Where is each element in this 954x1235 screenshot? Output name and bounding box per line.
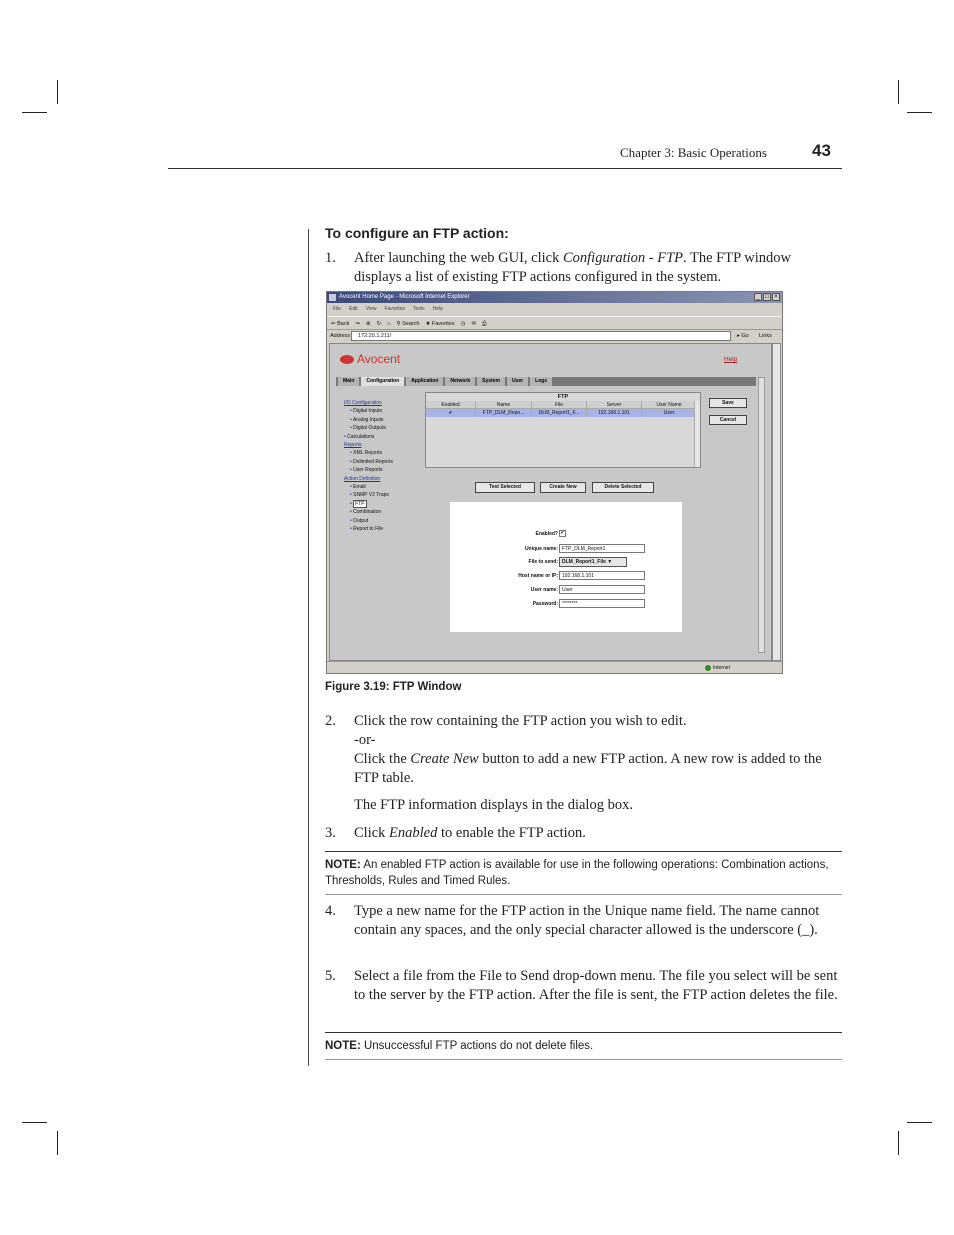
page-scrollbar[interactable] [772, 343, 781, 661]
logo-text: Avocent [357, 352, 401, 366]
window-controls [754, 293, 780, 301]
tab-logs[interactable]: Logs [530, 377, 552, 386]
figure-caption: Figure 3.19: FTP Window [325, 681, 462, 693]
margin-rule [308, 229, 309, 1066]
menu-tools[interactable]: Tools [413, 306, 425, 312]
ftp-table-title: FTP [557, 394, 569, 400]
tree-item-digital-inputs[interactable]: • Digital Inputs [344, 407, 393, 415]
browser-toolbar [327, 316, 782, 330]
file-to-send-select[interactable] [559, 557, 627, 567]
tree-item-ftp[interactable] [344, 500, 393, 508]
ftp-dialog [450, 502, 682, 632]
tree-item-delimited-reports[interactable]: • Delimited Reports [344, 458, 393, 466]
crop-mark [22, 1122, 47, 1123]
inner-scrollbar[interactable] [758, 377, 765, 653]
tree-item-analog-inputs[interactable]: • Analog Inputs [344, 416, 393, 424]
step-1 [325, 249, 842, 287]
tree-item-xml-reports[interactable]: • XML Reports [344, 449, 393, 457]
globe-icon [705, 665, 711, 671]
menu-file[interactable]: File [333, 306, 342, 312]
crop-mark [907, 112, 932, 113]
step-text-part: button to add a new FTP action. A new row is added to the FTP table. [354, 751, 822, 786]
note-label: NOTE: [325, 1040, 361, 1052]
note-1 [325, 851, 842, 895]
tree-action-definition[interactable]: Action Definition [344, 475, 381, 482]
avocent-logo-icon [340, 355, 354, 364]
step-emphasis: Enabled [389, 825, 438, 841]
address-label: Address [330, 333, 351, 339]
menu-view[interactable]: View [365, 306, 377, 312]
step-2 [325, 712, 842, 788]
chapter-title: Chapter 3: Basic Operations [620, 145, 767, 160]
host-label: Host name or IP: [518, 573, 558, 579]
col-server[interactable]: Server [587, 401, 642, 408]
page-number: 43 [812, 141, 831, 160]
search-button[interactable]: ⚲ Search [396, 321, 420, 327]
zone-label: Internet [713, 665, 730, 671]
history-icon[interactable]: ◷ [460, 321, 466, 327]
crop-mark [907, 1122, 932, 1123]
step-or: -or- [354, 732, 376, 748]
crop-mark [57, 80, 58, 104]
stop-icon[interactable]: ⊗ [365, 321, 371, 327]
unique-name-row [450, 544, 682, 554]
mail-icon[interactable]: ✉ [471, 321, 477, 327]
file-to-send-label: File to send: [528, 559, 558, 565]
back-label: Back [337, 321, 350, 327]
step-emphasis: Create New [410, 751, 479, 767]
avocent-logo [340, 352, 400, 366]
chevron-down-icon: ▼ [607, 559, 613, 565]
step-text-part: . The FTP window displays a list of existing FTP actions configured in the system. [354, 250, 791, 285]
step-text-part: Click the [354, 751, 411, 767]
tree-item-user-reports[interactable]: • User Reports [344, 466, 393, 474]
step-number: 5. [325, 968, 336, 984]
step-text [354, 824, 842, 843]
favorites-label: Favorites [432, 321, 455, 327]
crop-mark [22, 112, 47, 113]
user-name-label: User name: [530, 587, 558, 593]
step-text [354, 750, 842, 788]
file-to-send-value: DLM_Report1_File [562, 559, 606, 565]
menu-help[interactable]: Help [432, 306, 443, 312]
note-text: Unsuccessful FTP actions do not delete files. [360, 1040, 594, 1052]
close-icon[interactable]: × [772, 293, 780, 301]
tree-item-ftp-label: FTP [355, 500, 365, 507]
window-title: Avocent Home Page - Microsoft Internet Explorer [339, 294, 470, 300]
note-text: An enabled FTP action is available for use in the following operations: Combination actions, Thresholds, Rules and Timed Rules. [325, 859, 829, 887]
step-5 [325, 967, 842, 1005]
cell-server: 192.168.1.101 [587, 409, 642, 417]
test-selected-button[interactable]: Test Selected [475, 482, 535, 493]
back-button[interactable]: ⇐ Back [331, 321, 350, 327]
page-content [329, 343, 772, 661]
step-text-part: Click [354, 825, 390, 841]
tree-item-email[interactable]: • Email [344, 483, 393, 491]
status-bar [327, 661, 782, 673]
crop-mark [898, 1131, 899, 1155]
step-text-part: to enable the FTP action. [437, 825, 586, 841]
go-label: Go [741, 333, 749, 339]
tab-network[interactable]: Network [445, 377, 475, 386]
procedure-heading: To configure an FTP action: [325, 225, 509, 241]
tree-io-configuration[interactable]: I/O Configuration [344, 400, 382, 406]
unique-name-label: Unique name: [524, 546, 558, 552]
header-rule [168, 168, 842, 169]
tab-application[interactable]: Application [406, 377, 443, 386]
user-name-row [450, 585, 682, 595]
step-2-result: The FTP information displays in the dialog box. [354, 797, 633, 813]
create-new-button[interactable]: Create New [540, 482, 586, 493]
step-3 [325, 824, 842, 843]
cell-name: FTP_DLM_Repo... [476, 409, 532, 417]
security-zone [705, 662, 730, 674]
step-text [354, 249, 842, 287]
forward-icon[interactable]: ⇒ [355, 321, 360, 327]
enabled-checkbox[interactable]: ✔ [560, 530, 565, 536]
col-enabled[interactable]: Enabled [426, 401, 476, 408]
password-row [450, 599, 682, 609]
menu-edit[interactable]: Edit [349, 306, 358, 312]
tree-item-snmp-traps[interactable]: • SNMP V2 Traps [344, 491, 393, 499]
favorites-button[interactable]: ★ Favorites [425, 321, 455, 327]
tab-system[interactable]: System [477, 377, 505, 386]
tab-user[interactable]: User [507, 377, 528, 386]
address-bar [327, 330, 782, 342]
refresh-icon[interactable]: ↻ [376, 321, 382, 327]
password-label: Password: [532, 601, 558, 607]
address-input[interactable]: 172.20.1.211/ [351, 331, 731, 341]
tree-item-digital-outputs[interactable]: • Digital Outputs [344, 424, 393, 432]
host-row [450, 571, 682, 581]
step-number: 4. [325, 903, 336, 919]
step-text: Click the row containing the FTP action you wish to edit. [354, 713, 687, 729]
table-row[interactable] [426, 409, 700, 417]
enabled-label: Enabled? [535, 531, 558, 537]
links-button[interactable]: Links [759, 333, 772, 339]
ie-icon [329, 294, 336, 301]
window-titlebar [327, 292, 782, 303]
enabled-row [450, 529, 682, 539]
tree-item-report-to-file[interactable]: • Report to File [344, 525, 393, 533]
step-number: 3. [325, 825, 336, 841]
file-to-send-row [450, 557, 682, 567]
tree-item-calculations[interactable]: • Calculations [344, 433, 393, 441]
user-name-input[interactable]: User [559, 585, 645, 594]
home-icon[interactable]: ⌂ [387, 321, 391, 327]
tree-item-combination[interactable]: • Combination [344, 508, 393, 516]
cell-enabled: ✔ [426, 409, 476, 417]
step-text-part: After launching the web GUI, click [354, 250, 563, 266]
tab-configuration[interactable]: Configuration [361, 377, 404, 386]
ftp-window-screenshot [326, 291, 783, 674]
help-link[interactable]: Help [724, 356, 738, 363]
step-number: 2. [325, 713, 336, 729]
ftp-table [425, 392, 701, 468]
go-button[interactable]: ▸ Go [737, 333, 749, 339]
tree-item-output[interactable]: • Output [344, 517, 393, 525]
config-tree [344, 399, 393, 534]
crop-mark [898, 80, 899, 104]
crop-mark [57, 1131, 58, 1155]
col-file[interactable]: File [532, 401, 587, 408]
save-button[interactable]: Save [709, 398, 747, 408]
table-header-row [426, 401, 700, 409]
cell-file: DLM_Report1_F... [532, 409, 587, 417]
tree-reports[interactable]: Reports [344, 442, 362, 449]
col-name[interactable]: Name [476, 401, 532, 408]
step-number: 1. [325, 250, 336, 266]
print-icon[interactable]: ⎙ [482, 321, 487, 327]
note-2 [325, 1032, 842, 1060]
search-label: Search [402, 321, 420, 327]
step-emphasis: Configuration - FTP [562, 250, 684, 266]
main-nav [336, 377, 756, 386]
step-text: Type a new name for the FTP action in the Unique name field. The name cannot contain any spaces, and the only special character allowed is the underscore (_). [354, 903, 820, 938]
tab-main[interactable]: Main [338, 377, 359, 386]
host-input[interactable]: 192.168.1.101 [559, 571, 645, 580]
note-label: NOTE: [325, 859, 361, 871]
minimize-icon[interactable]: _ [754, 293, 762, 301]
table-scrollbar[interactable] [694, 401, 700, 467]
delete-selected-button[interactable]: Delete Selected [592, 482, 654, 493]
unique-name-input[interactable]: FTP_DLM_Report1 [559, 544, 645, 553]
menu-favorites[interactable]: Favorites [384, 306, 405, 312]
password-input[interactable]: ******** [559, 599, 645, 608]
cell-user-name: User [642, 409, 697, 417]
step-text: Select a file from the File to Send drop-down menu. The file you select will be sent to the server by the FTP action. After the file is sent, the FTP action deletes the file. [354, 968, 838, 1003]
maximize-icon[interactable]: □ [763, 293, 771, 301]
col-user-name[interactable]: User Name [642, 401, 697, 408]
step-4 [325, 902, 842, 940]
browser-menubar [327, 304, 782, 315]
cancel-button[interactable]: Cancel [709, 415, 747, 425]
